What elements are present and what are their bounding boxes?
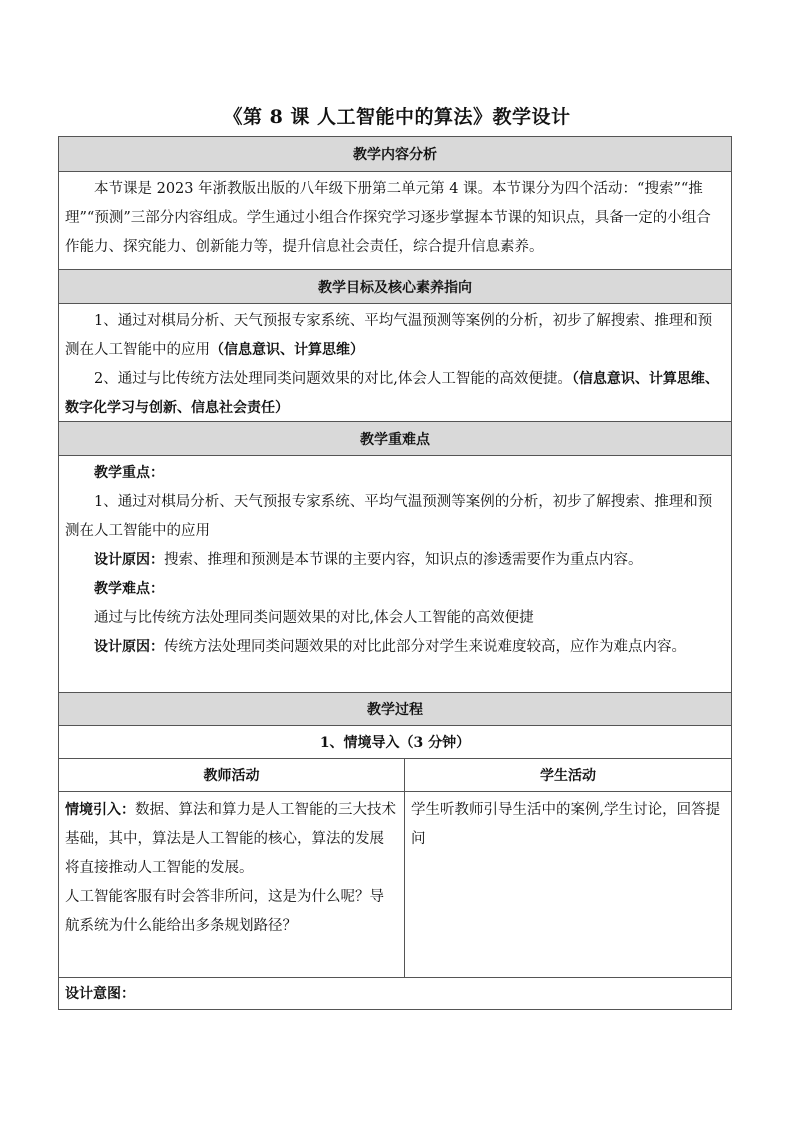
difficulty-reason <box>65 633 725 662</box>
key-points-body <box>59 455 731 692</box>
objectives-body <box>59 303 731 421</box>
objective-2-text: 2、通过与比传统方法处理同类问题效果的对比,体会人工智能的高效便捷。 <box>94 371 572 387</box>
student-activity-text: 学生听教师引导生活中的案例,学生讨论，回答提问 <box>411 802 721 847</box>
objective-1 <box>65 307 725 365</box>
focus-reason <box>65 546 725 575</box>
teacher-activity-header: 教师活动 <box>203 768 260 784</box>
teacher-activity-cell <box>59 792 405 977</box>
student-activity-header: 学生活动 <box>540 768 596 784</box>
content-analysis-body <box>59 171 731 269</box>
focus-reason-text: 搜索、推理和预测是本节课的主要内容，知识点的渗透需要作为重点内容。 <box>164 552 643 568</box>
teacher-intro-label: 情境引入： <box>65 802 135 818</box>
focus-reason-label: 设计原因： <box>94 552 164 568</box>
design-intent-label: 设计意图： <box>65 986 135 1002</box>
design-intent-row <box>59 977 731 1009</box>
difficulty-label-line <box>65 575 725 604</box>
key-points-header: 教学重难点 <box>59 421 731 455</box>
step1-title: 1、情境导入（3 分钟） <box>59 725 731 758</box>
objective-1-tag: （信息意识、计算思维） <box>210 342 364 358</box>
content-analysis-header: 教学内容分析 <box>59 137 731 171</box>
content-analysis-text: 本节课是 2023 年浙教版出版的八年级下册第二单元第 4 课。本节课分为四个活动：“搜索”“推理”“预测”三部分内容组成。学生通过小组合作探究学习逐步掌握本节课的知识点，具备一定的小组合作能力、探究能力、创新能力等，提升信息社会责任，综合提升信息素养。 <box>65 181 711 255</box>
difficulty-text: 通过与比传统方法处理同类问题效果的对比,体会人工智能的高效便捷 <box>94 610 534 626</box>
objectives-header: 教学目标及核心素养指向 <box>59 269 731 303</box>
teacher-intro <box>65 796 398 883</box>
teacher-question: 人工智能客服有时会答非所问，这是为什么呢？导航系统为什么能给出多条规划路径？ <box>65 889 384 934</box>
objective-1-text: 1、通过对棋局分析、天气预报专家系统、平均气温预测等案例的分析，初步了解搜索、推理和预测在人工智能中的应用 <box>65 313 713 358</box>
focus-label-line <box>65 459 725 488</box>
objective-2 <box>65 365 725 423</box>
activity-row <box>59 791 731 977</box>
student-activity-cell <box>405 792 731 977</box>
activity-column-headers <box>59 758 731 791</box>
focus-text: 1、通过对棋局分析、天气预报专家系统、平均气温预测等案例的分析，初步了解搜索、推理和预测在人工智能中的应用 <box>65 494 713 539</box>
page-title: 《第 8 课 人工智能中的算法》教学设计 <box>223 106 571 128</box>
lesson-plan-table <box>58 136 732 1010</box>
focus-label: 教学重点： <box>94 465 164 481</box>
difficulty-label: 教学难点： <box>94 581 164 597</box>
difficulty-reason-text: 传统方法处理同类问题效果的对比此部分对学生来说难度较高，应作为难点内容。 <box>164 639 686 655</box>
process-header: 教学过程 <box>59 692 731 725</box>
difficulty-reason-label: 设计原因： <box>94 639 164 655</box>
objective-2-tag: （信息意识、计算思维、数字化学习与创新、信息社会责任） <box>65 371 719 416</box>
teacher-intro-text: 数据、算法和算力是人工智能的三大技术基础，其中，算法是人工智能的核心，算法的发展将直接推动人工智能的发展。 <box>65 802 396 876</box>
